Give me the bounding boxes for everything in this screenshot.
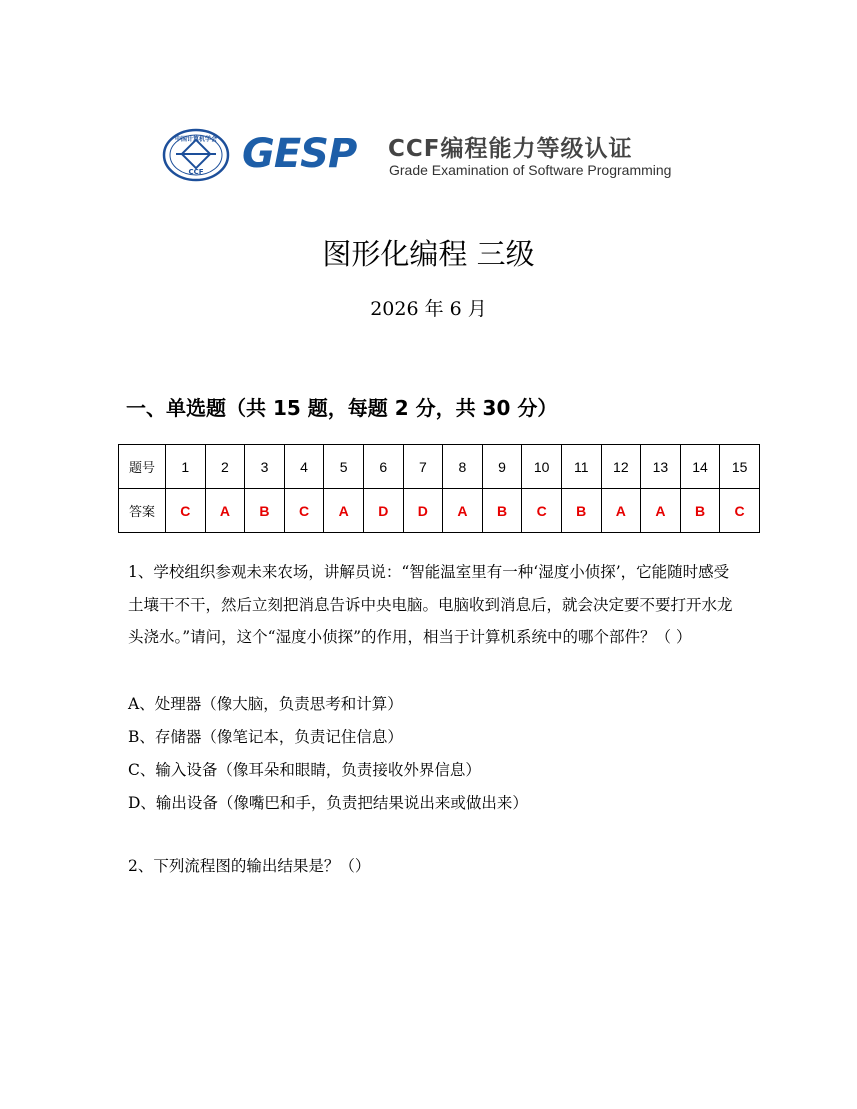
row-label: 答案	[119, 489, 166, 533]
question-number: 1	[166, 445, 206, 489]
answer-cell: C	[284, 489, 324, 533]
question-number: 9	[482, 445, 522, 489]
answer-cell: B	[245, 489, 285, 533]
certification-subtitle: Grade Examination of Software Programming	[389, 162, 672, 178]
seal-text-bottom: CCF	[188, 168, 204, 176]
answer-cell: B	[482, 489, 522, 533]
question-number: 5	[324, 445, 364, 489]
answer-row	[119, 489, 760, 533]
seal-text-top: 中国计算机学会	[174, 136, 218, 143]
question-1-option-c: C、输入设备（像耳朵和眼睛，负责接收外界信息）	[128, 761, 481, 779]
answer-cell: C	[720, 489, 760, 533]
question-number: 15	[720, 445, 760, 489]
question-number: 11	[561, 445, 601, 489]
question-number-row	[119, 445, 760, 489]
question-number: 4	[284, 445, 324, 489]
answer-cell: C	[522, 489, 562, 533]
certification-title: CCF编程能力等级认证	[388, 136, 633, 162]
question-number: 10	[522, 445, 562, 489]
gesp-logo: GESP	[242, 131, 357, 177]
question-number: 6	[363, 445, 403, 489]
answer-cell: A	[205, 489, 245, 533]
question-1-option-b: B、存储器（像笔记本，负责记住信息）	[128, 728, 403, 746]
document-date: 2026 年 6 月	[370, 298, 487, 320]
answer-cell: B	[680, 489, 720, 533]
answer-cell: A	[324, 489, 364, 533]
question-1-option-a: A、处理器（像大脑，负责思考和计算）	[128, 695, 403, 713]
answer-cell: D	[403, 489, 443, 533]
answer-cell: C	[166, 489, 206, 533]
answer-cell: A	[443, 489, 483, 533]
answer-key-table	[118, 444, 760, 533]
answer-cell: B	[561, 489, 601, 533]
ccf-seal-logo	[162, 128, 230, 182]
question-number: 7	[403, 445, 443, 489]
question-number: 14	[680, 445, 720, 489]
question-number: 12	[601, 445, 641, 489]
section-heading: 一、单选题（共 15 题，每题 2 分，共 30 分）	[126, 396, 558, 420]
answer-cell: A	[641, 489, 681, 533]
header	[162, 128, 702, 184]
question-2-text: 2、下列流程图的输出结果是？（）	[128, 857, 371, 875]
row-label: 题号	[119, 445, 166, 489]
question-number: 13	[641, 445, 681, 489]
answer-cell: D	[363, 489, 403, 533]
document-title: 图形化编程 三级	[322, 237, 535, 271]
answer-cell: A	[601, 489, 641, 533]
question-1-text: 1、学校组织参观未来农场，讲解员说：“智能温室里有一种‘湿度小侦探’，它能随时感受土壤干不干，然后立刻把消息告诉中央电脑。电脑收到消息后，就会决定要不要打开水龙头浇水。”请问，这个“湿度小侦探”的作用，相当于计算机系统中的哪个部件？（ ）	[128, 563, 733, 647]
question-1-option-d: D、输出设备（像嘴巴和手，负责把结果说出来或做出来）	[128, 794, 528, 812]
question-number: 8	[443, 445, 483, 489]
question-number: 2	[205, 445, 245, 489]
question-number: 3	[245, 445, 285, 489]
